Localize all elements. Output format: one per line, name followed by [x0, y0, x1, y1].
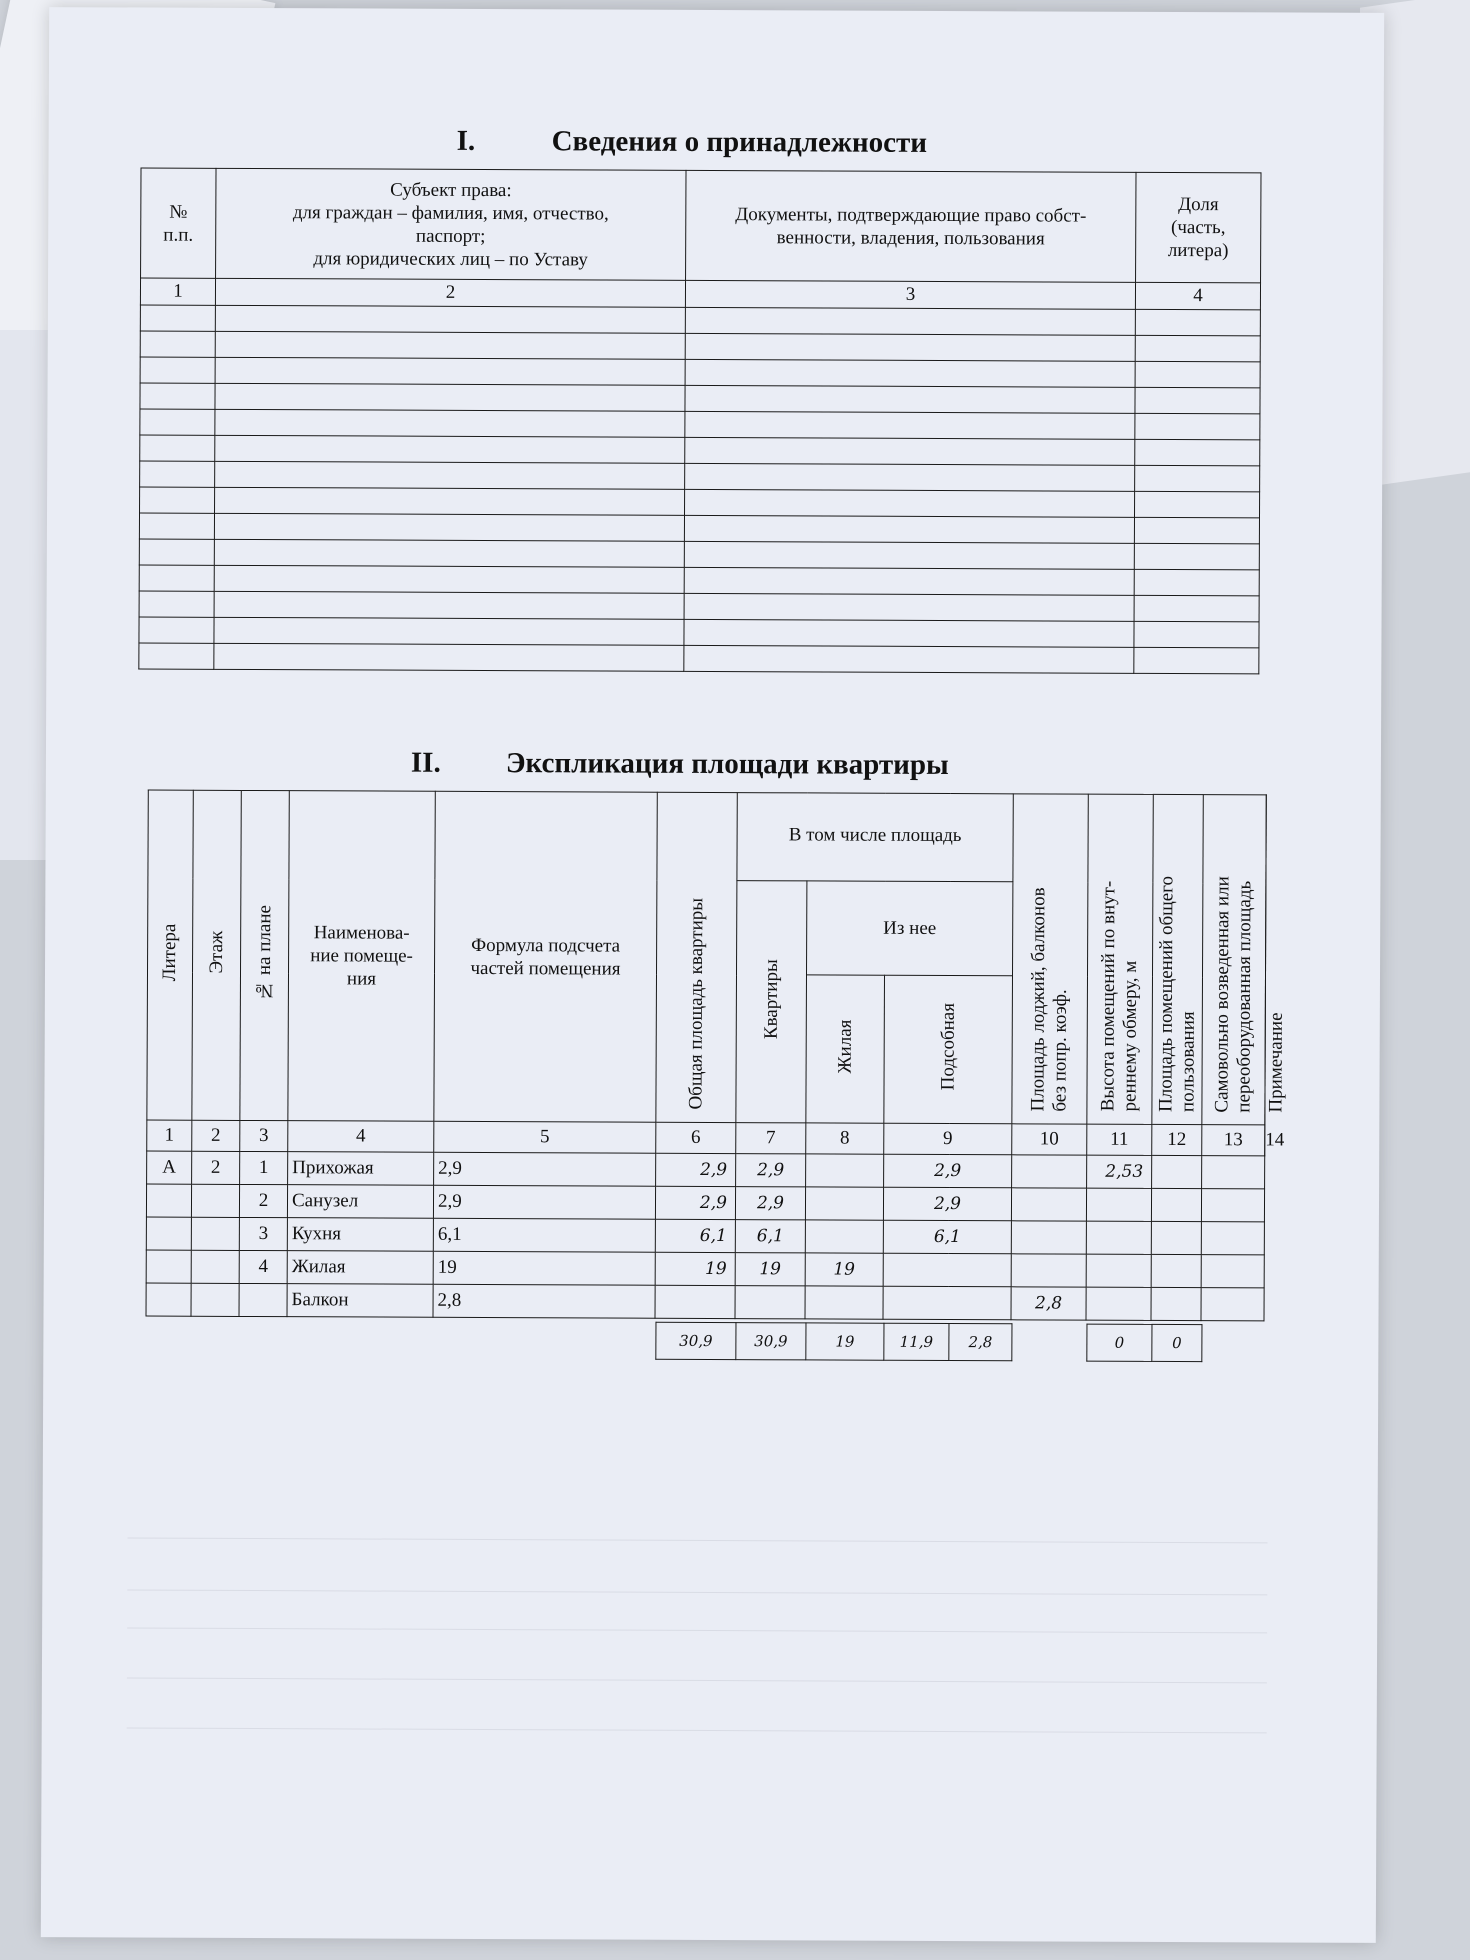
table-row: 3 Кухня 6,1 6,1 6,1 6,1 [146, 1217, 1264, 1255]
section1-title [457, 125, 928, 160]
header-formula: Формула подсчета частей помещения [434, 791, 657, 1122]
bleed-line [127, 1589, 1267, 1595]
header-zhilaya: Жилая [806, 975, 885, 1123]
area-explication-table [146, 790, 1287, 1322]
header-subject: Субъект права: для граждан – фамилия, имя, отчество, паспорт; для юридических лиц – по Уставу [216, 168, 686, 280]
header-etazh: Этаж [192, 790, 241, 1120]
header-share: Доля (часть, литера) [1136, 172, 1261, 283]
common-sum: 0 [1087, 1324, 1152, 1361]
header-number: № п.п. [141, 168, 216, 278]
explication-header-row-1 [148, 790, 1266, 883]
self-built-sum: 0 [1152, 1324, 1202, 1361]
header-note: Примечание [1265, 795, 1266, 1125]
header-common-area: Площадь помещений общего пользования [1152, 794, 1203, 1124]
header-litera: Литера [147, 790, 193, 1120]
podsobnaya-sum: 11,9 [884, 1323, 949, 1360]
bleed-line [127, 1727, 1267, 1733]
section2-title [411, 747, 949, 782]
header-documents: Документы, подтверждающие право собст- венности, владения, пользования [686, 170, 1136, 282]
header-loggia-area: Площадь лоджий, балконов без попр. коэф. [1012, 794, 1088, 1124]
kvartiry-sum: 30,9 [736, 1323, 806, 1360]
section2-title-text: Экспликация площади квартиры [505, 747, 949, 782]
bleed-line [127, 1677, 1267, 1683]
table-row [139, 643, 1259, 674]
section1-title-text: Сведения о принадлежности [551, 125, 928, 159]
header-plan-number: № на плане [240, 790, 289, 1120]
header-self-built-area: Самовольно возведенная или переоборудованная площадь [1202, 795, 1266, 1125]
totals-row [655, 1322, 1202, 1362]
table-row: 4 Жилая 19 19 19 19 [146, 1250, 1264, 1288]
section1-number: I. [456, 124, 476, 157]
section2-number: II. [410, 746, 441, 779]
header-including-area: В том числе площадь [737, 793, 1013, 882]
table-row [656, 1322, 1202, 1361]
bleed-line [128, 1537, 1268, 1543]
table-row: А 2 1 Прихожая 2,9 2,9 2,9 2,9 2,53 [147, 1151, 1265, 1189]
total-area-sum: 30,9 [656, 1322, 736, 1359]
ownership-header-row [141, 168, 1261, 283]
header-podsobnaya: Подсобная [884, 975, 1013, 1124]
document-page [41, 7, 1384, 1943]
header-height: Высота помещений по внут- реннему обмеру, м [1087, 794, 1153, 1124]
table-row: Балкон 2,8 2,8 [146, 1283, 1264, 1321]
table-row: 2 Санузел 2,9 2,9 2,9 2,9 [146, 1184, 1264, 1222]
ownership-index-row: 1 2 3 4 [140, 278, 1260, 310]
zhilaya-sum: 19 [806, 1323, 884, 1360]
loggia-sum: 2,8 [949, 1324, 1012, 1361]
header-total-area: Общая площадь квартиры [656, 792, 737, 1122]
explication-index-row: 1 2 3 4 5 6 7 8 9 10 11 12 13 14 [147, 1120, 1265, 1156]
header-kvartiry: Квартиры [736, 881, 807, 1123]
bleed-line [127, 1627, 1267, 1633]
header-iz-nee: Из нее [807, 881, 1013, 976]
ownership-table [138, 167, 1261, 674]
header-room-name: Наименова- ние помеще- ния [288, 791, 435, 1122]
